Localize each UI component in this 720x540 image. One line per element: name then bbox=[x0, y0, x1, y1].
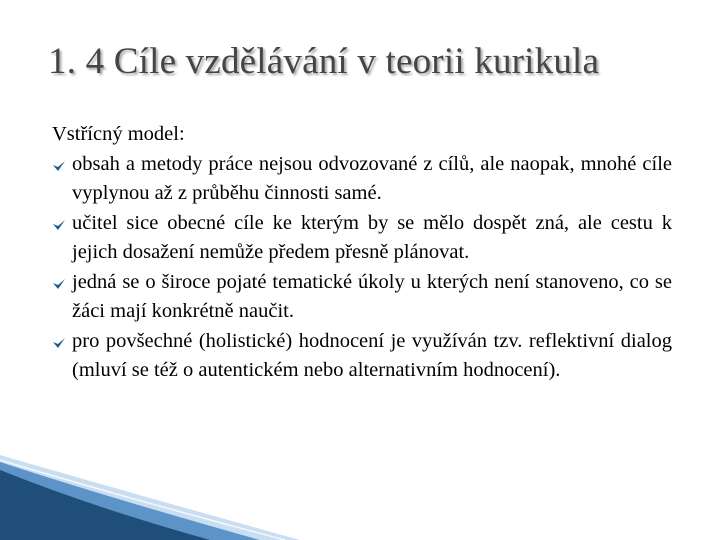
bullet-list bbox=[52, 150, 672, 386]
bullet-text: pro povšechné (holistické) hodnocení je využíván tzv. reflektivní dialog (mluví se též o autentickém nebo alternativním hodnocení). bbox=[72, 329, 672, 381]
slide-content bbox=[52, 120, 672, 386]
checkmark-bullet-icon bbox=[52, 160, 66, 172]
bullet-item bbox=[52, 268, 672, 327]
checkmark-bullet-icon bbox=[52, 337, 66, 349]
bullet-item bbox=[52, 209, 672, 268]
bullet-item bbox=[52, 150, 672, 209]
bullet-text: učitel sice obecné cíle ke kterým by se mělo dospět zná, ale cestu k jejich dosažení nemůže předem přesně plánovat. bbox=[72, 211, 672, 263]
bullet-text: obsah a metody práce nejsou odvozované z cílů, ale naopak, mnohé cíle vyplynou až z průběhu činnosti samé. bbox=[72, 152, 672, 204]
checkmark-bullet-icon bbox=[52, 219, 66, 231]
bullet-item bbox=[52, 327, 672, 386]
corner-swoosh-decoration bbox=[0, 420, 300, 540]
checkmark-bullet-icon bbox=[52, 278, 66, 290]
intro-heading: Vstřícný model: bbox=[52, 123, 185, 145]
slide-title: 1. 4 Cíle vzdělávání v teorii kurikula bbox=[48, 41, 600, 82]
bullet-text: jedná se o široce pojaté tematické úkoly u kterých není stanoveno, co se žáci mají konkrétně naučit. bbox=[72, 270, 672, 322]
